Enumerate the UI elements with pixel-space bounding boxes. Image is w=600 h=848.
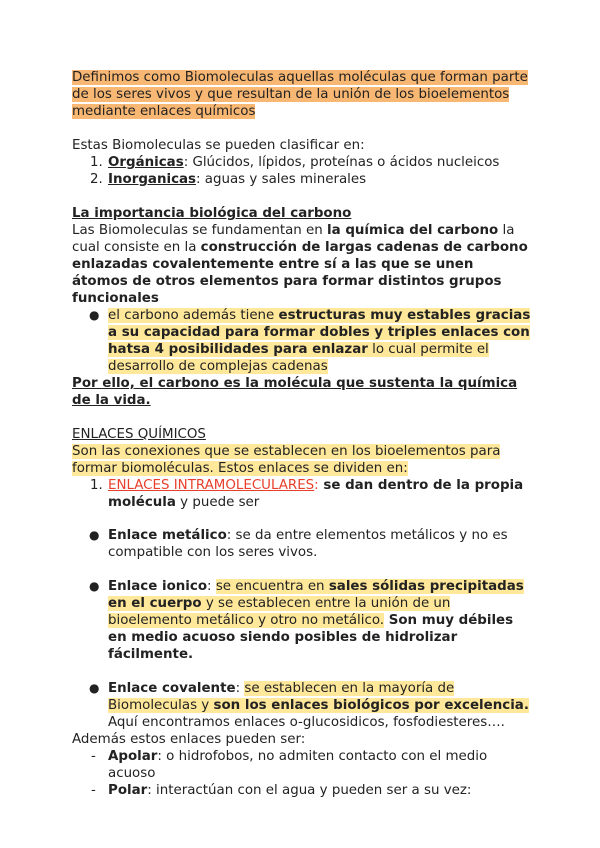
list-item-desc: : aguas y sales minerales	[196, 172, 367, 187]
bonds-also: Además estos enlaces pueden ser:	[72, 732, 306, 747]
list-item-desc: : Glúcidos, lípidos, proteínas o ácidos nucleicos	[183, 155, 500, 170]
list-item-term: Orgánicas	[108, 155, 184, 170]
list-item-term: Inorganicas	[108, 172, 197, 187]
bullet-icon: ●	[89, 308, 100, 322]
bullet-icon: ●	[89, 528, 100, 542]
carbon-paragraph: Las Biomoleculas se fundamentan en la química del carbono la cual consiste en la construcción de largas cadenas de carbono enlazadas covalentemente entre sí a las que se unen átomos de otros elementos para formar distintos grupos funcionales	[72, 223, 528, 306]
document-page	[72, 69, 532, 799]
bond-types-list	[72, 527, 532, 714]
list-item: - Apolar: o hidrofobos, no admiten contacto con el medio acuoso	[91, 749, 488, 781]
bullet-icon: ●	[89, 681, 100, 695]
list-item: ● el carbono además tiene estructuras muy estables gracias a su capacidad para formar dobles y triples enlaces con hatsa 4 posibilidades para enlazar lo cual permite el desarrollo de complejas cadenas	[89, 308, 531, 374]
carbon-conclusion: Por ello, el carbono es la molécula que sustenta la química de la vida.	[72, 376, 518, 408]
list-item: ● Enlace ionico: se encuentra en sales sólidas precipitadas en el cuerpo y se establecen entre la unión de un bioelemento metálico y otro no metálico. Son muy débiles en medio acuoso siendo posibles de hidrolizar fácilmente.	[89, 579, 524, 662]
carbon-bullets	[72, 307, 532, 375]
list-item: 2. Inorganicas: aguas y sales minerales	[90, 172, 367, 187]
polarity-list	[72, 748, 532, 799]
intro-text: Definimos como Biomoleculas aquellas moléculas que forman parte de los seres vivos y que resultan de la unión de los bioelementos mediante enlaces químicos	[72, 70, 528, 119]
intramolecular-title: ENLACES INTRAMOLECULARES	[108, 478, 315, 493]
list-item: - Polar: interactúan con el agua y pueden ser a su vez:	[91, 783, 472, 798]
bonds-heading: ENLACES QUÍMICOS	[72, 427, 206, 442]
list-item: ● Enlace metálico: se da entre elementos metálicos y no es compatible con los seres vivos.	[89, 528, 508, 560]
classification-list	[72, 154, 532, 188]
bullet-icon: ●	[89, 579, 100, 593]
list-item: 1. Orgánicas: Glúcidos, lípidos, proteínas o ácidos nucleicos	[90, 155, 500, 170]
bonds-intro: Son las conexiones que se establecen en los bioelementos para formar biomoléculas. Estos enlaces se dividen en:	[72, 444, 501, 476]
intro-paragraph	[72, 69, 532, 120]
covalent-examples: Aquí encontramos enlaces o-glucosidicos, fosfodiesteres….	[108, 715, 505, 730]
list-item: 1. ENLACES INTRAMOLECULARES: se dan dentro de la propia molécula y puede ser	[90, 478, 524, 510]
bonds-list	[72, 477, 532, 511]
carbon-heading: La importancia biológica del carbono	[72, 206, 352, 221]
classification-lead: Estas Biomoleculas se pueden clasificar en:	[72, 138, 365, 153]
list-item: ● Enlace covalente: se establecen en la mayoría de Biomoleculas y son los enlaces biológicos por excelencia.	[89, 681, 529, 713]
